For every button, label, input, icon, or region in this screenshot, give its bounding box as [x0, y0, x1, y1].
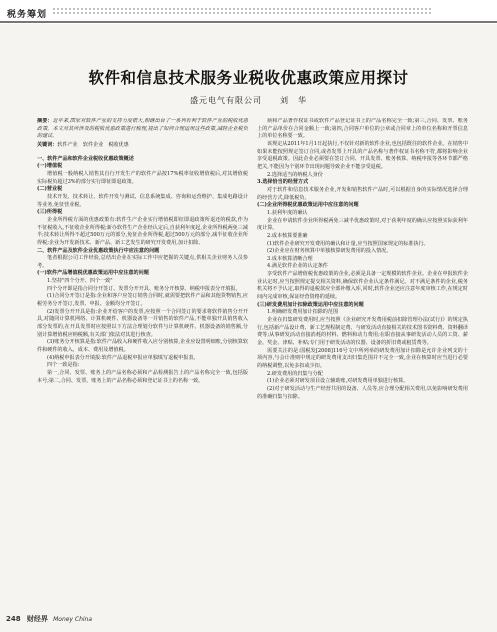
body-paragraph: 企业在申请软件企业所得税两免三减半优惠政策时,对于获利年度的确认应按照实际获利年度计算。 [257, 217, 468, 232]
running-header [0, 0, 497, 24]
body-paragraph: 须和产品著作权证书或软件产品登记证书上的产品名称完全一致;第三,合同、发票、账务上的产品单价在合同金额上一致;第四,合同客户单位的公章或合同章上的单位名称和开票信息上的单位名称要一致。 [257, 118, 468, 140]
body-paragraph: (2)对于研发活动与生产经营共用的设备、人员等,应合理分配相关费用,以免影响研发费用的准确归集与扣除。 [257, 385, 468, 400]
section-heading: 二、软件产品及软件企业优惠政策执行中应注意的问题 [37, 247, 160, 254]
body-paragraph: 1.坚持"四个分开、四个一致" [47, 278, 113, 285]
abstract [37, 118, 248, 141]
right-column [257, 118, 468, 596]
body-paragraph: (2)发票分开开具是指:企业开给客户的发票,应按照一个合同签订的要求将软件销售分开开具,对随同计算机网络、计算机硬件、机器设备等一并销售的软件产品,不能单独开具销售收入部分发票的,在开具发票时应按照以下方法合理划分软件与计算机硬件、机器设备的销售额,分别计算增值税应纳税额,有关部门依法对其进行核查。 [37, 308, 248, 338]
body-paragraph: 2.成本核算要准确 [267, 232, 308, 239]
body-paragraph: (1)软件企业研究开发费用的确认和计量,应当按照国家规定的标准执行。 [267, 240, 429, 247]
body-paragraph: (1)合同分开签订是指:企业和客户应签订销售合同时,就需要把软件产品和其他货物销售,应税劳务分开签订,发票、申报、金额均分开签订。 [37, 293, 248, 308]
section-heading: (三)研发费用加计扣除政策运用中应注意的问题 [257, 301, 364, 308]
body-paragraph: 4.满足软件企业的认定条件 [267, 263, 328, 270]
header-dot-pattern [52, 7, 432, 16]
journal-name-english: Money China [53, 616, 93, 623]
section-heading: (一)软件产品增值税优惠政策运用中应注意的问题 [37, 270, 149, 277]
left-body-text [37, 156, 248, 386]
keywords-text: 软件产业 软件企业 税收优惠 [57, 141, 129, 148]
keywords [37, 142, 248, 150]
article-title: 软件和信息技术服务业税收优惠政策应用探讨 [88, 69, 409, 87]
body-paragraph: 笔者根据公司工作经验,总结出企业在实际工作中应把握的关键点,供相关企业财务人员参考。 [37, 255, 248, 269]
body-paragraph: (1)企业必须对研发项目设立辅助账,对研发费用单独进行核算。 [267, 378, 409, 385]
body-paragraph: (3)账务分开核算是指:软件产品收入和硬件收入应分别核算,企业应设置明细账,分别核算软件和硬件的收入、成本、费用及增值税。 [37, 339, 248, 354]
article-authors: 盛元电气有限公司 刘 华 [190, 96, 307, 105]
body-paragraph: 增值税一般纳税人销售其自行开发生产的软件产品按17%税率征收增值税后,对其增值税实际税负超过3%的部分实行即征即退政策。 [37, 170, 248, 185]
keywords-label: 关键词： [37, 141, 58, 148]
section-heading: (二)企业所得税优惠政策运用中应注意的问题 [257, 202, 359, 209]
body-paragraph: 1.明确研发费用加计扣除的范围 [267, 309, 339, 316]
body-paragraph: 需要关注的是:国税发[2008]116号文中所列举的研发费用加计扣除是允许企业列支的十项内容,与会计准则中规定的研发费用支出归集范围并不完全一致,企业在核算时应当进行必要的纳税调整,以免多扣或少扣。 [257, 347, 468, 369]
journal-name: 财经界 [26, 615, 48, 623]
body-paragraph: (2)企业应在财务核算中单独核算研发费用的投入情况。 [267, 248, 392, 255]
body-paragraph: 技术开发、技术转让、软件开发与测试、信息系统集成、咨询和运营维护、集成电路设计等业务,免征营业税。 [37, 193, 248, 208]
body-paragraph: 对于软件和信息技术服务企业,开发和销售软件产品时,可以根据自身的实际情况选择合理的经营方式,降低税负。 [257, 186, 468, 201]
section-heading: 3.选择恰当的经营方式 [257, 179, 309, 186]
body-paragraph: 四个一致是指: [47, 362, 80, 369]
section-heading: (一)增值税 [37, 163, 63, 170]
page-number: 248 [6, 615, 21, 623]
body-paragraph: 第一,合同、发票、账务上的产品名称必须和产品检测报告上的产品名称完全一致,包括版本号;第二,合同、发票、账务上的产品名称必须和登记证书上的名称一致。 [37, 370, 248, 384]
body-paragraph: 3.成本核算清晰合理 [267, 255, 313, 262]
body-paragraph: 1.获利年度的确认 [267, 209, 308, 216]
body-paragraph: 企业所得税方面的优惠政策有:软件生产企业实行增值税即征即退政策所退还的税款,作为不征税收入,不征收企业所得税;新办软件生产企业经认定后,自获利年度起,企业所得税两免三减半;技术转让所得不超过500万元的部分,免征企业所得税,超过500万元的部分,减半征收企业所得税;企业为开发新技术、新产品、新工艺发生的研究开发费用,加计扣除。 [37, 216, 248, 246]
abstract-text: 近年来,国家对软件产业的支持力度很大,相继出台了一系列有利于软件产业的税收优惠政策。本文对其所涉及的税收优惠政策进行梳理,提出了如何合理运用这些政策,减轻企业税负的建议。 [37, 118, 248, 140]
body-paragraph: 企业在归集研发费用时,应当按照《企业研究开发费用税前扣除管理办法(试行)》的规定执行,包括新产品设计费、新工艺规程制定费、与研发活动直接相关的技术图书资料费、资料翻译费等;从事研发活动直接消耗的材料、燃料和动力费用;在职直接从事研发活动人员的工资、薪金、奖金、津贴、补贴;专门用于研发活动的仪器、设备的折旧费或租赁费等。 [257, 317, 468, 347]
header-rule [0, 21, 497, 23]
section-tag: 税务筹划 [7, 10, 48, 20]
body-paragraph: (4)纳税申报表分开填报:软件产品退税申报应单独填写退税申报表。 [47, 354, 199, 361]
page-footer [6, 614, 92, 624]
body-paragraph: 享受软件产品增值税优惠政策的企业,必须是具备一定规模的软件企业。企业在申报软件企业认定时,应当按照规定提交相关资料,确保软件企业认定条件满足。对不满足条件的企业,税务机关将不予认定,取得的退税款应全部补缴入库,同时,软件企业还应注意年度审核工作,在规定时间内完成审核,保证经营资格的延续。 [257, 271, 468, 301]
section-heading: 一、软件产品和软件企业税收优惠政策概述 [37, 155, 134, 162]
body-paragraph: 四个分开即是指合同分开签订、发票分开开具、账务分开核算、纳税申报表分开填报。 [47, 285, 241, 292]
section-heading: (二)营业税 [37, 186, 63, 193]
body-paragraph: 该规定从2011年1月1日起执行,不仅针对新的软件企业,也包括既往的软件企业。在销售中如果未能按照规定签订合同,或者发票上开具的产品名称与著作权证书名称不符,都将影响企业享受退税政策。因此企业必须要在签订合同、开具发票、账务核算、纳税申报等各环节都严格把关,不能因为个别环节出现问题导致企业不能享受退税。 [257, 140, 468, 170]
body-paragraph: 2.选择适当的纳税人身份 [267, 171, 323, 178]
right-body-text [257, 118, 468, 401]
section-heading: (三)所得税 [37, 209, 63, 216]
left-column [37, 118, 248, 558]
body-paragraph: 2.研发费用的归集与分配 [267, 370, 323, 377]
abstract-label: 摘要： [37, 118, 53, 124]
